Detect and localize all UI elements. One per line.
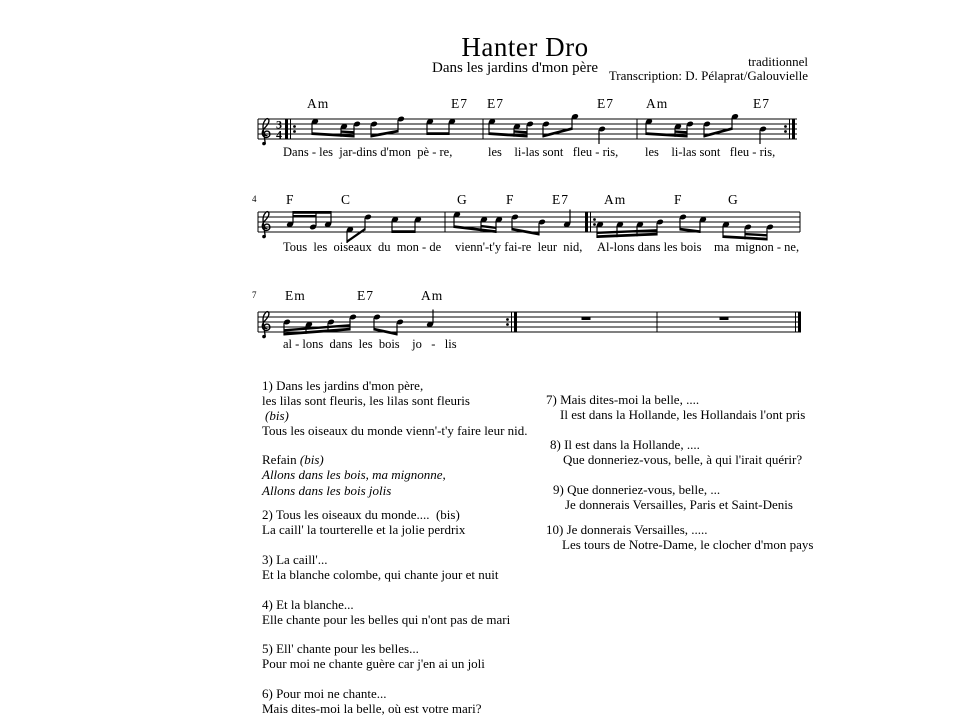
verse-line-left bbox=[262, 641, 419, 657]
verse-line-left bbox=[262, 612, 510, 628]
verse-text: les lilas sont fleuris, les lilas sont fleuris bbox=[262, 393, 470, 408]
verse-text: 1) Dans les jardins d'mon père, bbox=[262, 378, 424, 393]
verse-text: Je donnerais Versailles, Paris et Saint-Denis bbox=[565, 497, 793, 512]
verse-line-left bbox=[262, 656, 485, 672]
verse-text: 6) Pour moi ne chante... bbox=[262, 686, 387, 701]
verse-text: Tous les oiseaux du monde vienn'-t'y faire leur nid. bbox=[262, 423, 528, 438]
verse-line-left bbox=[262, 552, 328, 568]
chord-label: E7 bbox=[597, 96, 614, 111]
lyric-text: Al-lons dans les bois ma mignon - ne, bbox=[597, 240, 800, 254]
lyric-text: Dans - les jar-dins d'mon pè - re, bbox=[283, 145, 453, 159]
verse-text: Il est dans la Hollande, les Hollandais l'ont pris bbox=[560, 407, 806, 422]
verse-text: 7) Mais dites-moi la belle, .... bbox=[546, 392, 700, 407]
time-signature: 4 bbox=[276, 127, 282, 142]
verse-text: Et la blanche colombe, qui chante jour et nuit bbox=[262, 567, 499, 582]
lyric-text: Tous les oiseaux du mon - de bbox=[283, 240, 442, 254]
chord-label: Am bbox=[604, 192, 627, 207]
verse-line-left bbox=[262, 452, 324, 468]
verse-text: Pour moi ne chante guère car j'en ai un joli bbox=[262, 656, 485, 671]
chord-label: F bbox=[506, 192, 515, 207]
page-title: Hanter Dro bbox=[461, 32, 589, 62]
time-signature: 3 bbox=[276, 117, 282, 132]
verse-text: Refain bbox=[262, 452, 300, 467]
verse-text: La caill' la tourterelle et la jolie perdrix bbox=[262, 522, 466, 537]
chord-label: G bbox=[728, 192, 739, 207]
verse-text: Allons dans les bois, ma mignonne, bbox=[262, 467, 446, 482]
verse-line-left bbox=[262, 567, 498, 583]
verse-line-right bbox=[546, 522, 708, 538]
verse-line-right bbox=[563, 452, 802, 468]
verse-text: 5) Ell' chante pour les belles... bbox=[262, 641, 419, 656]
verse-line-left bbox=[262, 483, 391, 499]
chord-label: Am bbox=[307, 96, 330, 111]
verse-text: (bis) bbox=[265, 408, 289, 423]
verse-line-left bbox=[262, 467, 446, 483]
verse-line-left bbox=[262, 423, 528, 439]
verse-line-left bbox=[262, 701, 482, 717]
verse-line-left bbox=[265, 408, 289, 424]
whole-rest bbox=[582, 317, 591, 320]
treble-clef-icon bbox=[262, 212, 270, 239]
chord-label: Am bbox=[421, 288, 444, 303]
chord-label: C bbox=[341, 192, 352, 207]
page-subtitle: Dans les jardins d'mon père bbox=[432, 60, 598, 76]
staff bbox=[258, 210, 800, 244]
chord-label: E7 bbox=[552, 192, 569, 207]
verse-line-left bbox=[262, 507, 460, 523]
measure-number: 4 bbox=[252, 194, 257, 204]
verse-line-right bbox=[553, 482, 720, 498]
verse-text: 4) Et la blanche... bbox=[262, 597, 354, 612]
verse-line-left bbox=[262, 378, 423, 394]
lyric-text: vienn'-t'y fai-re leur nid, bbox=[455, 240, 583, 254]
credit-tradition: traditionnel bbox=[748, 54, 808, 69]
verse-line-right bbox=[562, 537, 813, 553]
lyric-text: les li-las sont fleu - ris, bbox=[645, 145, 776, 159]
verse-line-right bbox=[546, 392, 699, 408]
chord-label: E7 bbox=[357, 288, 374, 303]
verse-text: Mais dites-moi la belle, où est votre mari? bbox=[262, 701, 482, 716]
verse-text: 3) La caill'... bbox=[262, 552, 328, 567]
chord-label: Am bbox=[646, 96, 669, 111]
chord-label: E7 bbox=[451, 96, 468, 111]
treble-clef-icon bbox=[262, 312, 270, 339]
staff bbox=[258, 310, 801, 339]
verse-text: 10) Je donnerais Versailles, ..... bbox=[546, 522, 708, 537]
treble-clef-icon bbox=[262, 119, 270, 146]
verse-text: 8) Il est dans la Hollande, .... bbox=[550, 437, 700, 452]
verse-text: Elle chante pour les belles qui n'ont pas de mari bbox=[262, 612, 511, 627]
chord-label: G bbox=[457, 192, 468, 207]
verse-line-left bbox=[262, 686, 387, 702]
lyric-text: al - lons dans les bois jo - lis bbox=[283, 337, 457, 351]
chord-label: E7 bbox=[753, 96, 770, 111]
verse-line-left bbox=[262, 597, 354, 613]
chord-label: Em bbox=[285, 288, 306, 303]
verse-text: Les tours de Notre-Dame, le clocher d'mon pays bbox=[562, 537, 814, 552]
staff bbox=[258, 113, 797, 145]
verse-text: (bis) bbox=[299, 452, 324, 467]
verse-text: Que donneriez-vous, belle, à qui l'irait quérir? bbox=[563, 452, 803, 467]
verse-line-right bbox=[560, 407, 805, 423]
verse-text: Allons dans les bois jolis bbox=[262, 483, 392, 498]
verse-line-right bbox=[550, 437, 700, 453]
chord-label: F bbox=[286, 192, 295, 207]
lyric-text: les li-las sont fleu - ris, bbox=[488, 145, 619, 159]
verse-line-left bbox=[262, 522, 465, 538]
verse-text: 2) Tous les oiseaux du monde.... (bis) bbox=[262, 507, 460, 522]
measure-number: 7 bbox=[252, 290, 257, 300]
verse-line-left bbox=[262, 393, 470, 409]
credit-transcription: Transcription: D. Pélaprat/Galouvielle bbox=[608, 68, 808, 83]
chord-label: E7 bbox=[487, 96, 504, 111]
whole-rest bbox=[720, 317, 729, 320]
chord-label: F bbox=[674, 192, 683, 207]
verse-text: 9) Que donneriez-vous, belle, ... bbox=[553, 482, 721, 497]
verse-line-right bbox=[565, 497, 793, 513]
